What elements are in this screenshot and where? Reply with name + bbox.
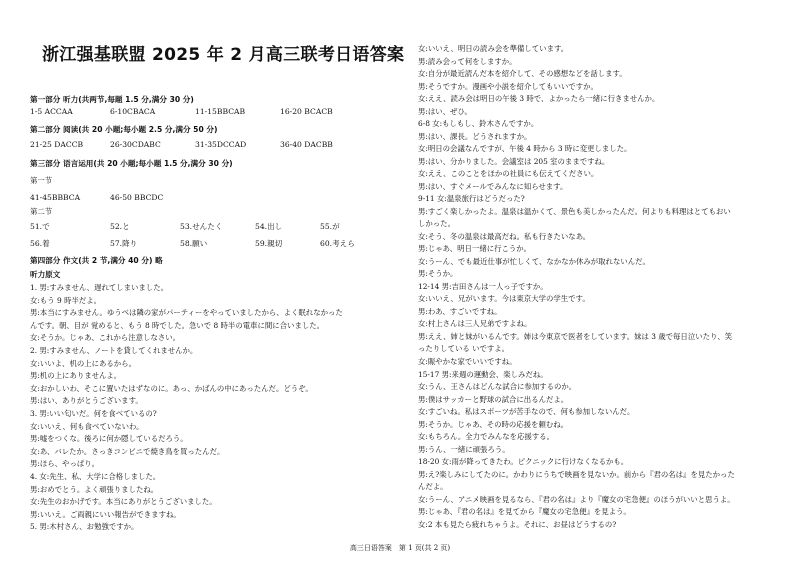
- fill-answer: 55.が: [320, 222, 340, 231]
- fill-answer: 56.着: [30, 239, 50, 248]
- transcript-line: 女:いいえ、兄がいます。今は東京大学の学生です。: [418, 294, 590, 304]
- answer-group: 26-30CDABC: [110, 140, 161, 149]
- fill-answer: 60.考えら: [320, 239, 355, 248]
- section-1-label: 第一节: [30, 176, 53, 185]
- fill-answer: 53.せんたく: [180, 222, 223, 231]
- transcript-line: 女:うーん、でも最近仕事が忙しくて、なかなか休みが取れないんだ。: [418, 256, 650, 266]
- transcript-line: 男:いいえ。ご両親にいい報告ができますね。: [30, 509, 181, 519]
- page-title: 浙江强基联盟 2025 年 2 月高三联考日语答案: [42, 45, 405, 65]
- transcript-line: 18-20 女:雨が降ってきたわ。ピクニックに行けなくなるかも。: [418, 457, 629, 467]
- transcript-line: 女:あ、バレたか。さっきコンビニで焼き鳥を買ったんだ。: [30, 446, 225, 456]
- transcript-line: 男:そうか。じゃあ、その時の応援を頼むね。: [418, 419, 569, 429]
- transcript-line: 女:2 本も見たら疲れちゃうよ。それに、お昼はどうするの?: [418, 519, 617, 529]
- transcript-line: 12-14 男:吉田さんは一人っ子ですか。: [418, 281, 548, 291]
- part3-heading: 第三部分 语言运用(共 20 小题;每小题 1.5 分,满分 30 分): [30, 159, 233, 168]
- transcript-line: 女:すごいね。私はスポーツが苦手なので、何も参加しないんだ。: [418, 407, 635, 417]
- fill-answer: 58.願い: [180, 239, 208, 248]
- part1-heading: 第一部分 听力(共两节,每题 1.5 分,满分 30 分): [30, 95, 194, 104]
- transcript-line: 6-8 女:もしもし、鈴木さんですか。: [418, 119, 539, 129]
- transcript-line: 男:そうですか。漫画や小説を紹介してもいいですか。: [418, 81, 598, 91]
- answer-group: 36-40 DACBB: [280, 140, 333, 149]
- transcript-line: 女:もちろん。全力でみんなを応援する。: [418, 432, 554, 442]
- answer-group: 11-15BBCAB: [195, 107, 246, 116]
- transcript-line: 男:え?楽しみにしてたのに。かわりにうちで映画を見ないか。前から『君の名は』を見たかった: [418, 469, 735, 479]
- transcript-line: 男:はい、すぐメールでみんなに知らせます。: [418, 181, 568, 191]
- transcript-line: 女:ええ、このことをほかの社員にも伝えてください。: [418, 169, 599, 179]
- transcript-line: 男:すごく楽しかったよ。温泉は温かくて、景色も美しかったんだ。何よりも料理はとてもおい: [418, 206, 731, 216]
- listening-heading: 听力原文: [30, 270, 61, 279]
- fill-answer: 57.降り: [110, 239, 138, 248]
- transcript-line: 男:うん、一緒に頑張ろう。: [418, 444, 510, 454]
- transcript-line: 9-11 女:温泉旅行はどうだった?: [418, 194, 525, 204]
- transcript-line: 男:はい、課長。どうされますか。: [418, 131, 532, 141]
- transcript-line: 5. 男:木村さん、お勉強ですか。: [30, 522, 139, 532]
- answer-group: 21-25 DACCB: [30, 140, 84, 149]
- answer-group: 1-5 ACCAA: [30, 107, 73, 116]
- transcript-line: 3. 男:いい匂いだ。何を食べているの?: [30, 409, 157, 418]
- transcript-line: 男:はい、ぜひ。: [418, 106, 472, 116]
- transcript-line: 女:そうか。じゃあ、これから注意しなさい。: [30, 333, 181, 343]
- transcript-line: 女:おかしいわ、そこに置いたはずなのに。あっ、かばんの中にあったんだ。どうぞ。: [30, 383, 313, 393]
- fill-answer: 51.で: [30, 222, 50, 231]
- page-footer: 高三日语答案 第 1 页(共 2 页): [349, 544, 451, 552]
- answer-group: 6-10CBACA: [110, 107, 156, 116]
- answer-group: 41-45BBBCA: [30, 193, 81, 202]
- fill-answer: 59.親切: [255, 239, 283, 248]
- transcript-line: 男:じゃあ、『君の名は』を見てから『魔女の宅急便』を見よう。: [418, 507, 631, 517]
- part2-heading: 第二部分 阅读(共 20 小题;每小题 2.5 分,满分 50 分): [30, 125, 218, 134]
- transcript-line: 男:そうか。: [418, 269, 458, 279]
- section-2-label: 第二节: [30, 207, 53, 216]
- transcript-line: 女:ええ、読み会は明日の午後 3 時で、よかったら一緒に行きませんか。: [418, 94, 660, 104]
- transcript-line: 男:じゃあ、明日一緒に行こうか。: [418, 244, 532, 254]
- transcript-line: 男:わあ、すごいですね。: [418, 306, 502, 316]
- answer-group: 46-50 BBCDC: [110, 193, 164, 202]
- transcript-line: 男:読み会って何をしますか。: [418, 56, 517, 66]
- transcript-line: 女:先生のおかげです。本当にありがとうございました。: [30, 497, 217, 507]
- transcript-line: 男:ええ、姉と妹がいるんです。姉は今東京で医者をしています。妹は 3 歳で毎日泣いたり、笑: [418, 331, 733, 341]
- fill-answer: 52.と: [110, 222, 130, 231]
- transcript-line: 女:いいえ、明日の読み会を準備しています。: [418, 44, 569, 53]
- transcript-line: 男:はい、分かりました。会議室は 205 室のままですね。: [418, 156, 610, 166]
- transcript-line: 4. 女:先生、私、大学に合格しました。: [30, 472, 161, 481]
- transcript-line: 女:もう 9 時半だよ。: [30, 295, 102, 305]
- transcript-line: 男:机の上にありませんよ。: [30, 371, 122, 381]
- transcript-line: 男:ほら、やっぱり。: [30, 459, 100, 469]
- transcript-line: んだよ。: [418, 482, 448, 492]
- transcript-line: 女:村上さんは三人兄弟ですよね。: [418, 319, 532, 329]
- transcript-line: 女:明日の会議なんですが、午後 4 時から 3 時に変更しました。: [418, 144, 632, 154]
- part4-heading: 第四部分 作文(共 2 节,满分 40 分) 略: [30, 256, 163, 265]
- transcript-line: 女:そう、冬の温泉は最高だね。私も行きたいなあ。: [418, 231, 591, 241]
- transcript-line: 男:おめでとう。よく頑張りましたね。: [30, 484, 159, 494]
- transcript-line: 1. 男:すみません、遅れてしまいました。: [30, 283, 168, 292]
- transcript-line: 男:嘘をつくな。後ろに何か隠しているだろう。: [30, 434, 188, 444]
- transcript-line: 女:いいよ、机の上にあるから。: [30, 358, 136, 368]
- transcript-line: 男:はい、ありがとうございます。: [30, 396, 143, 406]
- fill-answer: 54.出し: [255, 222, 283, 231]
- answer-group: 31-35DCCAD: [195, 140, 247, 149]
- transcript-line: 男:僕はサッカーと野球の試合に出るんだよ。: [418, 394, 569, 404]
- transcript-line: 女:賑やかな家でいいですね。: [418, 357, 517, 366]
- transcript-line: しかった。: [418, 219, 455, 229]
- transcript-line: 15-17 男:来週の運動会、楽しみだね。: [418, 369, 548, 379]
- transcript-line: 男:本当にすみません。ゆうべは隣の家がパーティーをやっていましたから、よく眠れなかった: [30, 308, 343, 318]
- transcript-line: 女:いいえ、何も食べていないわ。: [30, 421, 144, 431]
- transcript-line: 2. 男:すみません、ノートを貸してくれませんか。: [30, 346, 198, 355]
- transcript-line: ったりしている いですよ。: [418, 344, 510, 354]
- transcript-line: 女:自分が最近読んだ本を紹介して、その感想などを話します。: [418, 69, 627, 79]
- transcript-line: んです。朝、目が 覚めると、もう 8 時でした。急いで 8 時半の電車に間に合いました。: [30, 320, 325, 330]
- transcript-line: 女:うん、王さんはどんな試合に参加するのか。: [418, 382, 577, 392]
- answer-group: 16-20 BCACB: [280, 107, 333, 116]
- transcript-line: 女:うーん、アニメ映画を見るなら、『君の名は』より『魔女の宅急便』のほうがいいと思うよ。: [418, 494, 735, 504]
